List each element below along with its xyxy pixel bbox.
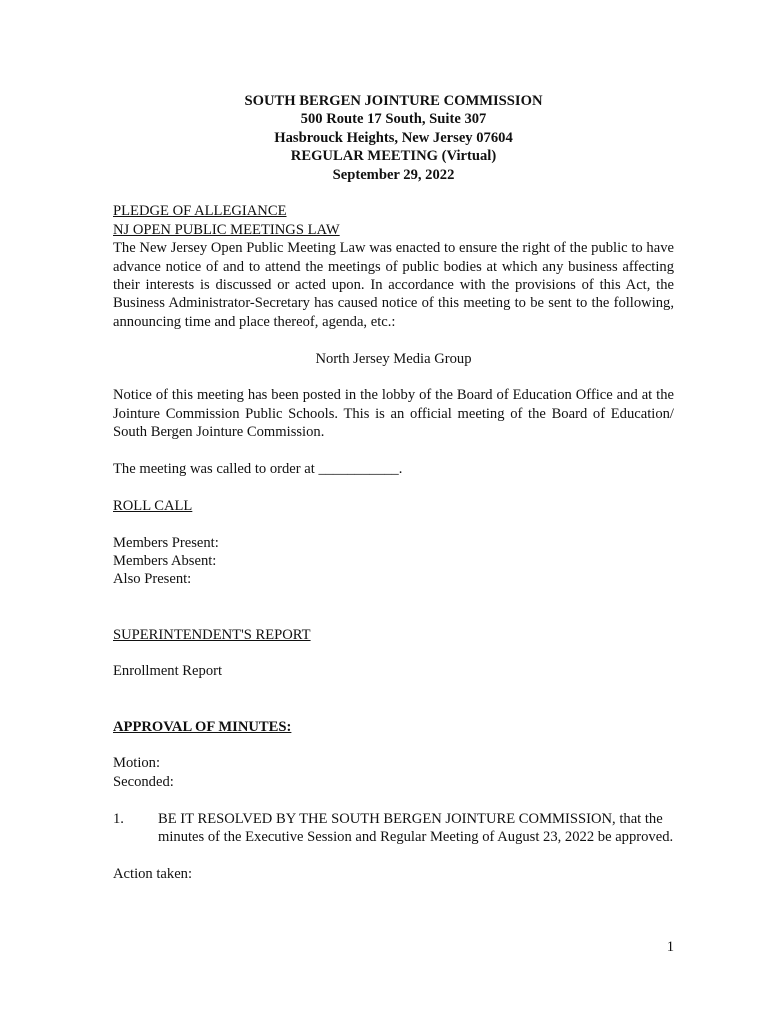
- address-line-2: Hasbrouck Heights, New Jersey 07604: [274, 129, 513, 146]
- members-absent: Members Absent:: [113, 553, 217, 570]
- posting-notice: Notice of this meeting has been posted in the lobby of the Board of Education Office and at the Jointure Commission Public Schools. This is an official meeting of the Board of Education/ South Bergen Jointure Commission.: [113, 387, 674, 441]
- also-present: Also Present:: [113, 571, 192, 588]
- roll-call-heading: ROLL CALL: [113, 497, 193, 514]
- meeting-date: September 29, 2022: [332, 166, 455, 183]
- opma-heading: NJ OPEN PUBLIC MEETINGS LAW: [113, 221, 340, 238]
- page-number: 1: [666, 939, 674, 955]
- call-to-order: The meeting was called to order at ___________.: [113, 461, 403, 478]
- resolution-number: 1.: [113, 810, 124, 827]
- document-page: [113, 92, 674, 883]
- resolution-item: [113, 810, 674, 847]
- address-line-1: 500 Route 17 South, Suite 307: [300, 111, 487, 128]
- action-taken: Action taken:: [113, 865, 193, 882]
- enrollment-report: Enrollment Report: [113, 663, 223, 680]
- notice-recipient: North Jersey Media Group: [315, 350, 472, 367]
- superintendent-heading: SUPERINTENDENT'S REPORT: [113, 626, 311, 643]
- seconded-line: Seconded:: [113, 773, 174, 790]
- motion-line: Motion:: [113, 755, 161, 772]
- members-present: Members Present:: [113, 534, 219, 551]
- pledge-heading: PLEDGE OF ALLEGIANCE: [113, 203, 287, 220]
- org-name: SOUTH BERGEN JOINTURE COMMISSION: [244, 93, 543, 109]
- resolution-text: BE IT RESOLVED BY THE SOUTH BERGEN JOINTURE COMMISSION, that the minutes of the Executive Session and Regular Meeting of August 23, 2022 be approved.: [158, 810, 674, 846]
- meeting-type: REGULAR MEETING (Virtual): [290, 148, 497, 165]
- document-header: [113, 92, 674, 184]
- opma-body: The New Jersey Open Public Meeting Law was enacted to ensure the right of the public to have advance notice of and to attend the meetings of public bodies at which any business affecting their interests is discussed or acted upon. In accordance with the provisions of this Act, the Business Administrator-Secretary has caused notice of this meeting to be sent to the following, announcing time and place thereof, agenda, etc.:: [113, 240, 674, 330]
- minutes-heading: APPROVAL OF MINUTES:: [113, 718, 292, 735]
